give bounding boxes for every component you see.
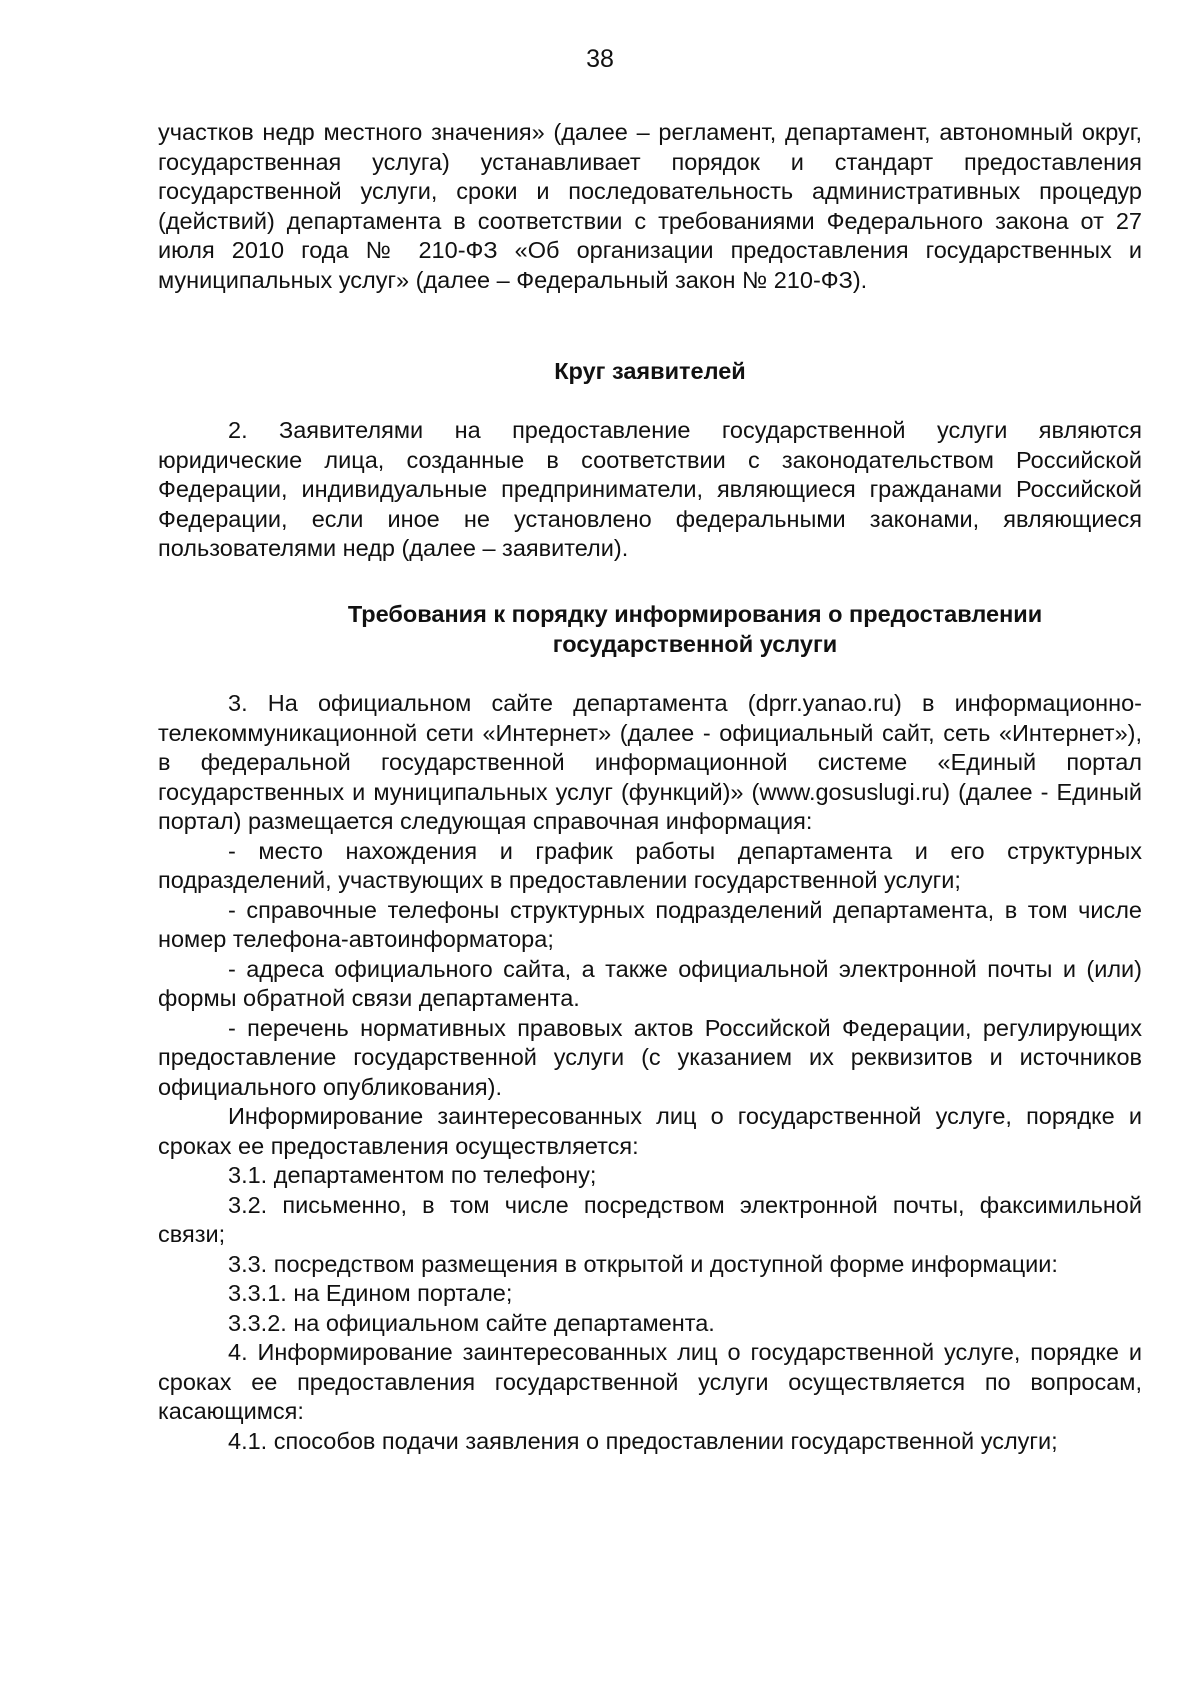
list-item: - адреса официального сайта, а также официальной электронной почты и (или) формы обратной связи департамента. xyxy=(158,955,1142,1011)
paragraph: участков недр местного значения» (далее – регламент, департамент, автономный округ, государственная услуга) устанавливает порядок и стандарт предоставления государственной услуги, сроки и последовательность административных процедур (действий) департамента в соответствии с требованиями Федерального закона от 27 июля 2010 года № 210-ФЗ «Об организации предоставления государственных и муниципальных услуг» (далее – Федеральный закон № 210-ФЗ). xyxy=(158,119,1142,293)
list-item: 3.3.2. на официальном сайте департамента. xyxy=(228,1309,715,1336)
paragraph: 2. Заявителями на предоставление государственной услуги являются юридические лица, созданные в соответствии с законодательством Российской Федерации, индивидуальные предприниматели, являющиеся гражданами Российской Федерации, если иное не установлено федеральными законами, являющиеся пользователями недр (далее – заявители). xyxy=(158,417,1142,561)
list-item: 4.1. способов подачи заявления о предоставлении государственной услуги; xyxy=(228,1427,1058,1454)
paragraph: 4. Информирование заинтересованных лиц о государственной услуге, порядке и сроках ее предоставления государственной услуги осуществляется по вопросам, касающимся: xyxy=(158,1339,1142,1424)
list-item: 3.2. письменно, в том числе посредством электронной почты, факсимильной связи; xyxy=(158,1191,1142,1247)
intro-block xyxy=(158,118,1142,295)
page-number: 38 xyxy=(586,45,614,73)
list-item: 3.3. посредством размещения в открытой и доступной форме информации: xyxy=(228,1250,1058,1277)
section-heading-applicants: Круг заявителей xyxy=(554,358,746,384)
list-item: - справочные телефоны структурных подразделений департамента, в том числе номер телефона-автоинформатора; xyxy=(158,896,1142,952)
list-item: 3.1. департаментом по телефону; xyxy=(228,1162,597,1188)
paragraph: Информирование заинтересованных лиц о государственной услуге, порядке и сроках ее предоставления осуществляется: xyxy=(158,1103,1142,1159)
applicants-block xyxy=(158,416,1142,564)
paragraph: 3. На официальном сайте департамента (dprr.yanao.ru) в информационно-телекоммуникационной сети «Интернет» (далее - официальный сайт, сеть «Интернет»), в федеральной государственной информационной системе «Единый портал государственных и муниципальных услуг (функций)» (www.gosuslugi.ru) (далее - Единый портал) размещается следующая справочная информация: xyxy=(158,690,1142,834)
list-item: 3.3.1. на Едином портале; xyxy=(228,1280,513,1306)
section-heading-informing: Требования к порядку информирования о предоставлении государственной услуги xyxy=(347,601,1043,657)
list-item: - место нахождения и график работы департамента и его структурных подразделений, участвующих в предоставлении государственной услуги; xyxy=(158,837,1142,893)
informing-block xyxy=(158,689,1142,1456)
list-item: - перечень нормативных правовых актов Российской Федерации, регулирующих предоставление государственной услуги (с указанием их реквизитов и источников официального опубликования). xyxy=(158,1014,1142,1100)
